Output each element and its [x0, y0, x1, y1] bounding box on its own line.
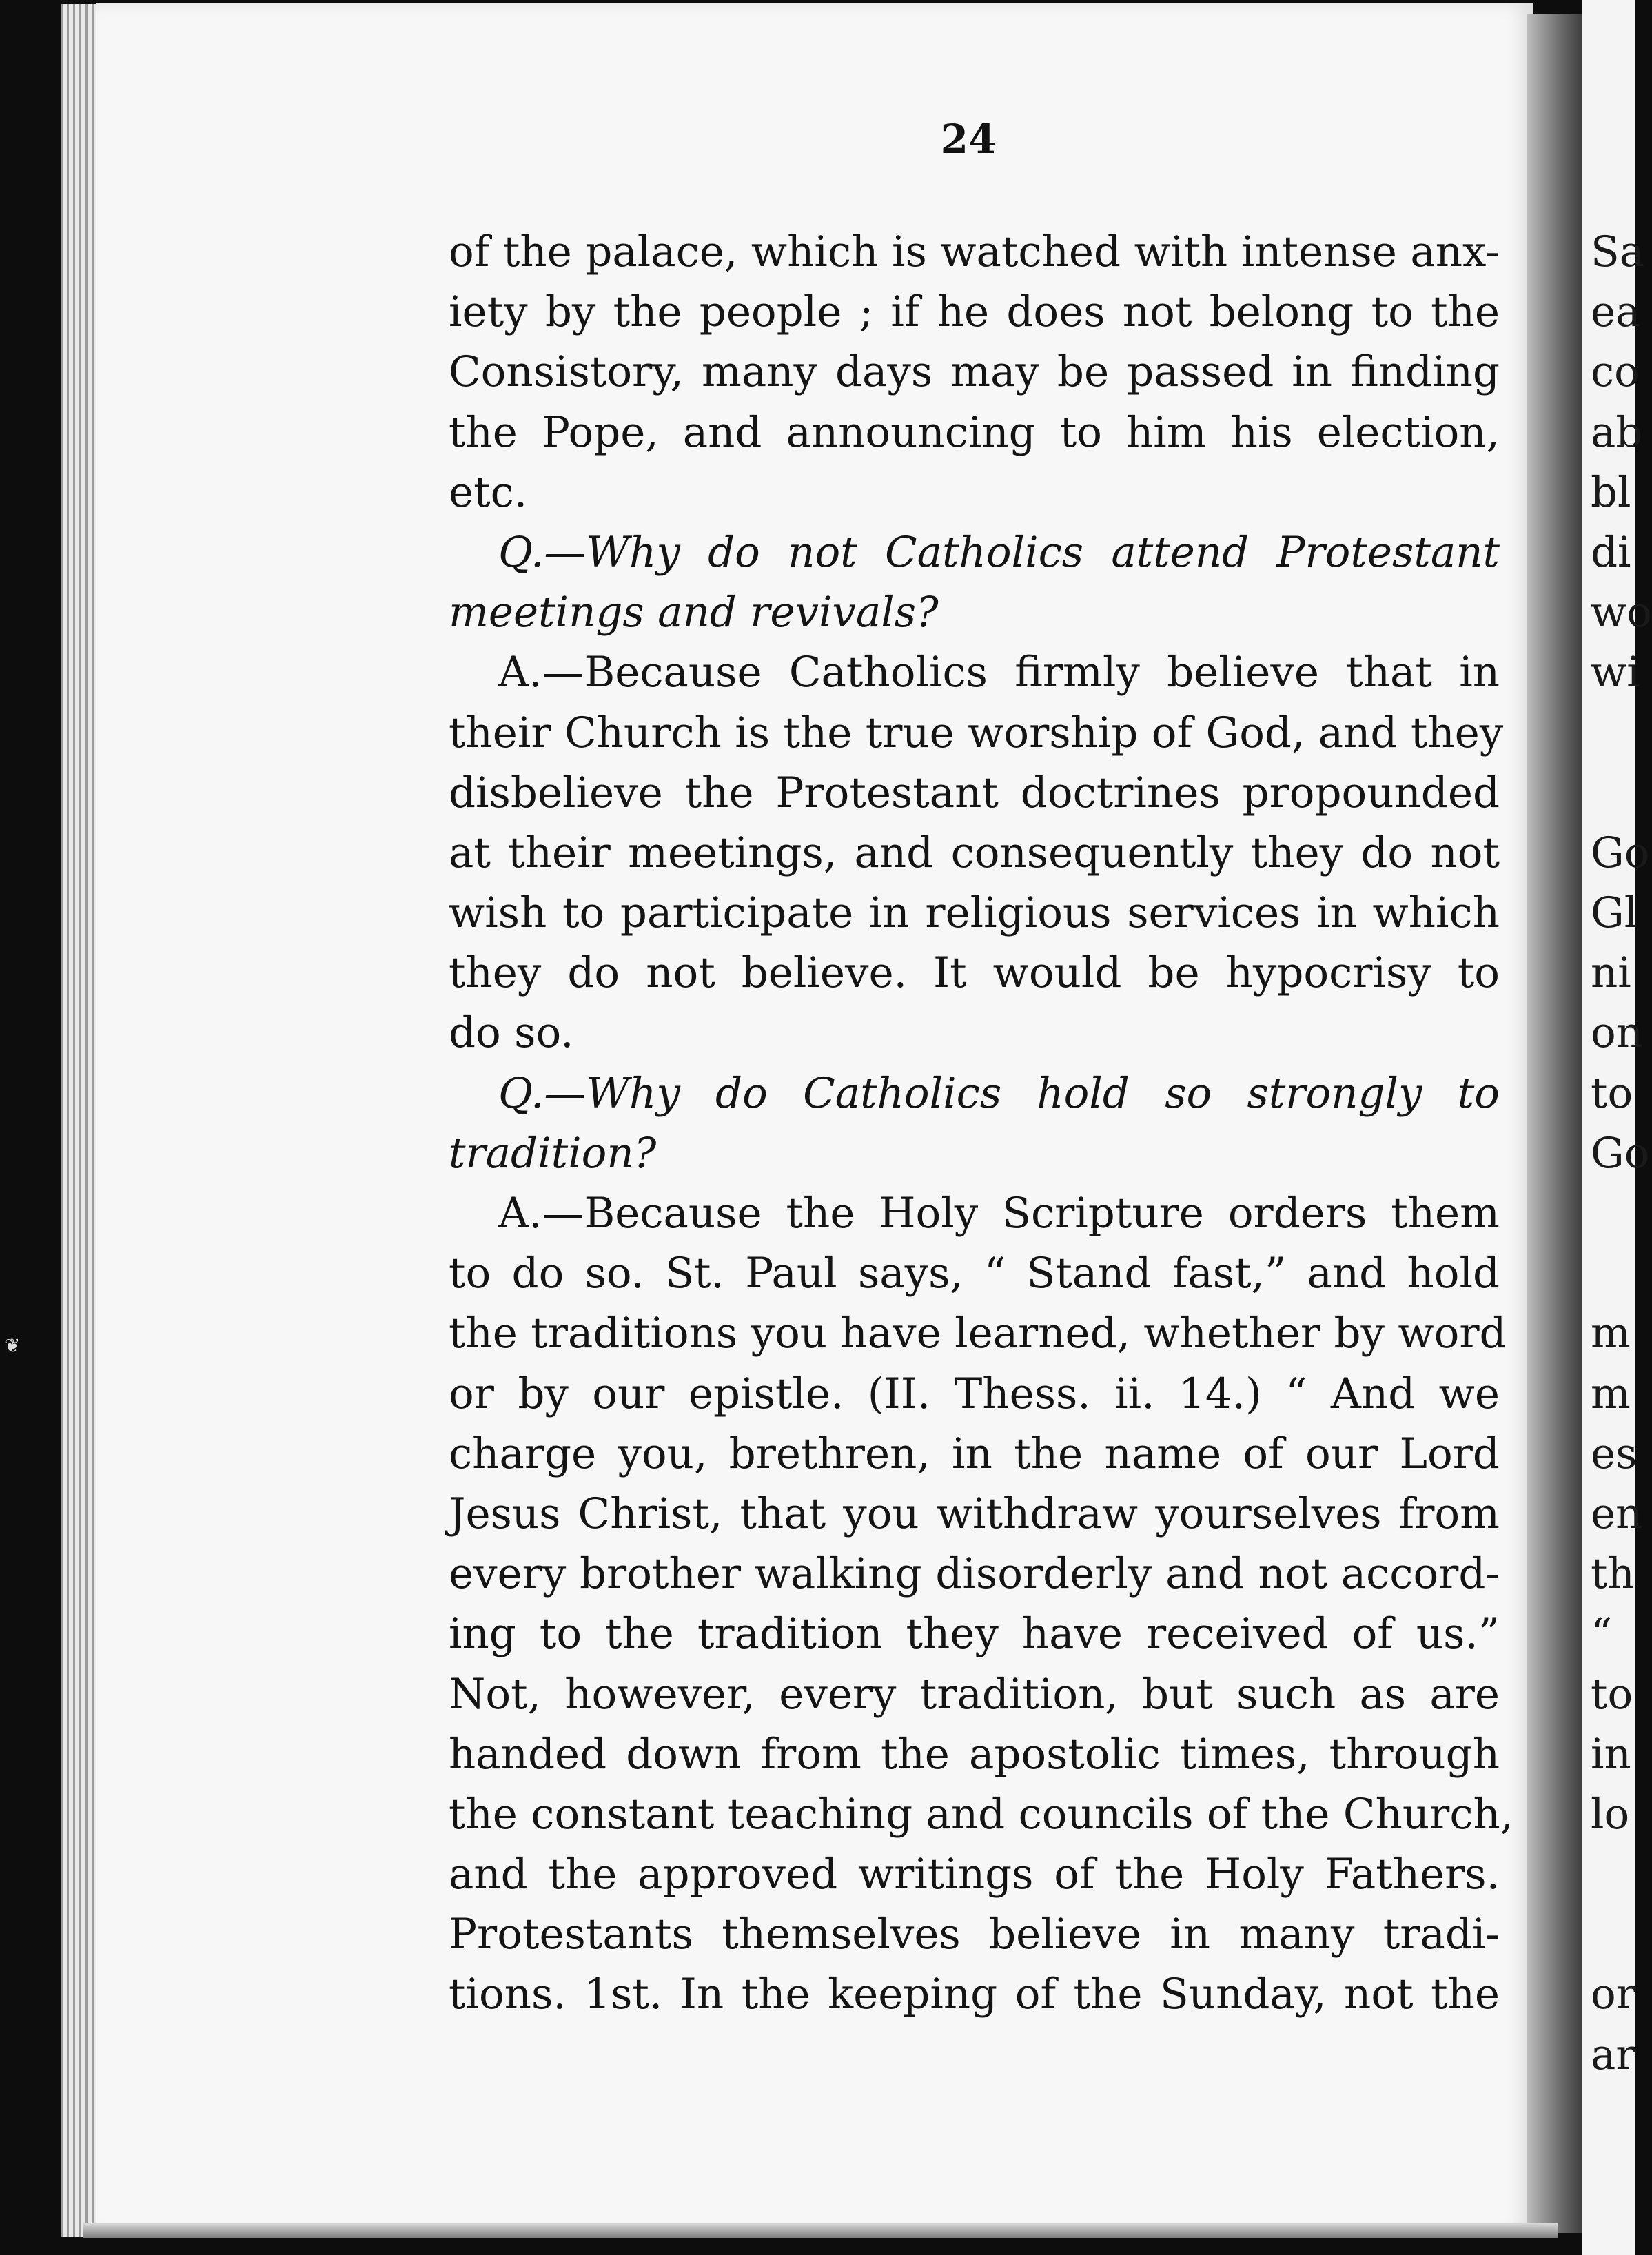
facing-page-fragment: Go: [1591, 828, 1650, 877]
body-line: of the palace, which is watched with intense anx-: [449, 227, 1500, 276]
facing-page-fragment: di: [1591, 527, 1631, 577]
facing-page-fragment: co: [1591, 347, 1640, 397]
facing-page-fragment: m: [1591, 1369, 1631, 1418]
body-line: at their meetings, and consequently they do not: [449, 828, 1500, 877]
body-line: the Pope, and announcing to him his election,: [449, 407, 1500, 457]
facing-page-fragment: ea: [1591, 287, 1641, 337]
facing-page-gap: [1591, 703, 1652, 823]
body-line: to do so. St. Paul says, “ Stand fast,” and hold: [449, 1249, 1500, 1298]
facing-page-gap: [1591, 1183, 1652, 1303]
facing-page-fragment: wo: [1591, 588, 1652, 637]
body-line: their Church is the true worship of God, and they: [449, 708, 1504, 757]
body-line: and the approved writings of the Holy Fathers.: [449, 1850, 1500, 1899]
body-line: the constant teaching and councils of the Church,: [449, 1789, 1514, 1839]
question-line: Q.—Why do not Catholics attend Protestant: [498, 527, 1500, 577]
body-line: every brother walking disorderly and not accord-: [449, 1549, 1500, 1599]
body-line: the traditions you have learned, whether by word: [449, 1309, 1507, 1358]
facing-page-fragment: on: [1591, 1008, 1644, 1058]
facing-page-fragment: to: [1591, 1669, 1633, 1719]
page-body-text: [449, 222, 1514, 2025]
body-line: wish to participate in religious services in which: [449, 888, 1500, 938]
question-line: Q.—Why do Catholics hold so strongly to: [498, 1068, 1500, 1118]
facing-page-fragment: to: [1591, 1068, 1633, 1118]
body-line: disbelieve the Protestant doctrines propounded: [449, 768, 1500, 817]
page-bottom-edge: [83, 2223, 1558, 2238]
facing-page-fragment: lo: [1591, 1789, 1630, 1839]
body-line: they do not believe. It would be hypocrisy to: [449, 948, 1500, 998]
facing-page-fragment: “: [1591, 1609, 1613, 1659]
facing-page-fragment: ar: [1591, 2030, 1636, 2079]
facing-page-fragment: Go: [1591, 1128, 1650, 1178]
body-line: A.—Because the Holy Scripture orders them: [498, 1189, 1500, 1238]
facing-page-fragment: in: [1591, 1729, 1631, 1779]
facing-page-fragment: bl: [1591, 467, 1631, 517]
body-line: Consistory, many days may be passed in finding: [449, 347, 1500, 397]
facing-page-fragment: Sa: [1591, 227, 1645, 276]
facing-page-fragment: ab: [1591, 407, 1643, 457]
body-line: charge you, brethren, in the name of our Lord: [449, 1429, 1500, 1478]
facing-page-fragment: m: [1591, 1309, 1631, 1358]
question-line: tradition?: [449, 1128, 657, 1178]
page-edge-stack: [61, 4, 102, 2237]
facing-page-fragment: th: [1591, 1549, 1635, 1599]
body-line: A.—Because Catholics firmly believe that in: [498, 648, 1500, 697]
facing-page-fragment: en: [1591, 1489, 1643, 1538]
body-line: etc.: [449, 467, 528, 517]
body-line: ing to the tradition they have received of us.”: [449, 1609, 1500, 1659]
facing-page-fragment: Gl: [1591, 888, 1638, 938]
body-line: Protestants themselves believe in many tradi-: [449, 1910, 1500, 1959]
question-line: meetings and revivals?: [449, 588, 939, 637]
body-line: Not, however, every tradition, but such as are: [449, 1669, 1500, 1719]
body-line: do so.: [449, 1008, 574, 1058]
facing-page-fragment: ni: [1591, 948, 1631, 998]
body-line: Jesus Christ, that you withdraw yourselves from: [449, 1489, 1500, 1538]
body-line: tions. 1st. In the keeping of the Sunday, not the: [449, 1970, 1500, 2019]
body-line: or by our epistle. (II. Thess. ii. 14.) “ And we: [449, 1369, 1500, 1418]
facing-page-edge: [1582, 0, 1652, 2255]
facing-page-fragment: or: [1591, 1970, 1636, 2019]
body-line: iety by the people ; if he does not belong to the: [449, 287, 1500, 337]
facing-page-fragment: es: [1591, 1429, 1638, 1478]
facing-page-fragment: wi: [1591, 648, 1640, 697]
facing-page-fragments: [1591, 222, 1652, 2085]
page-number: 24: [940, 116, 997, 163]
body-line: handed down from the apostolic times, through: [449, 1729, 1500, 1779]
facing-page-gap: [1591, 1844, 1652, 1964]
scan-speck: ❦: [4, 1334, 21, 1357]
